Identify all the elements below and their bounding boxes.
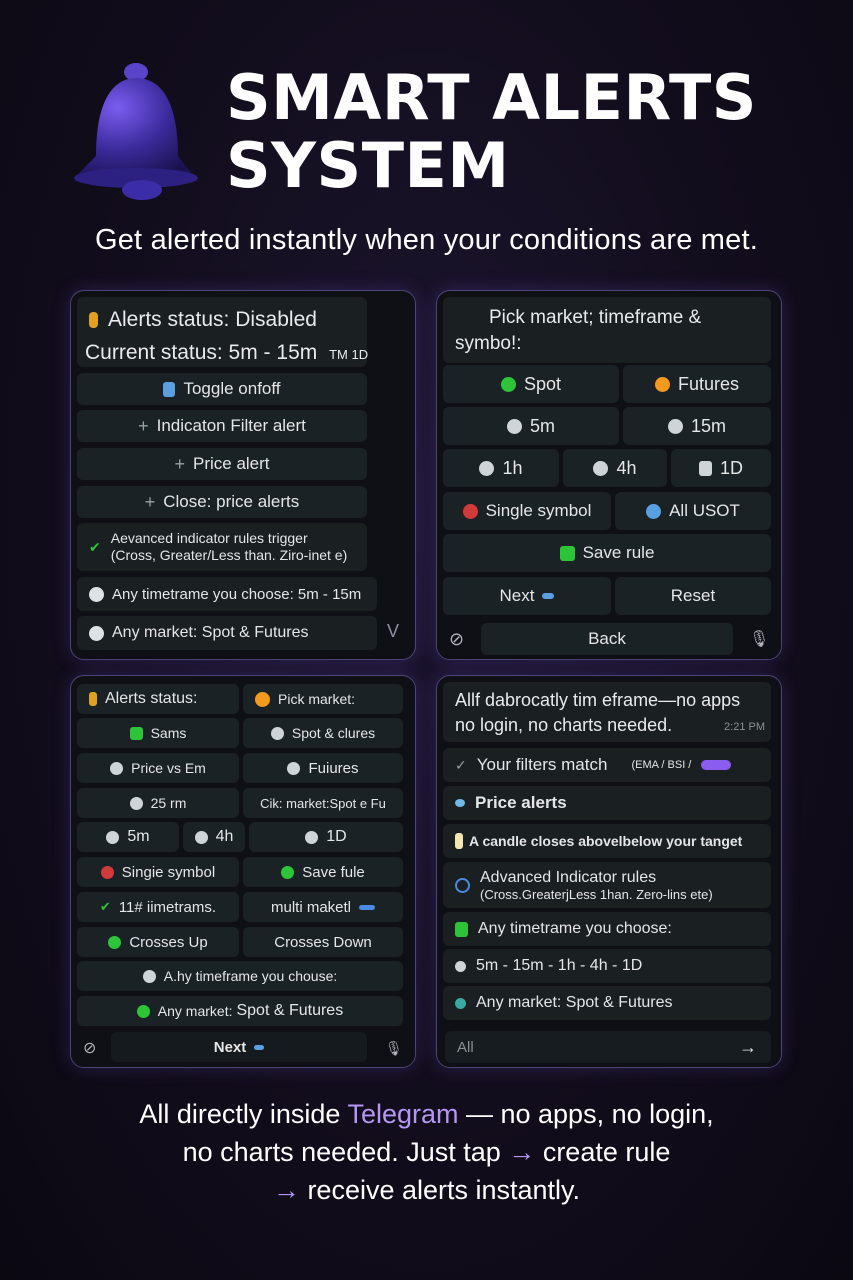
page-subtitle: Get alerted instantly when your conditions are met. bbox=[94, 224, 759, 256]
page-title: SMART ALERTS SYSTEM bbox=[226, 61, 757, 202]
clock-icon bbox=[271, 727, 284, 740]
single-symbol-cell[interactable]: Singie symbol bbox=[77, 857, 239, 887]
pick-market-cell[interactable]: Pick market: bbox=[243, 684, 403, 714]
toggle-button[interactable]: Toggle onfoff bbox=[77, 373, 367, 405]
checkmark-icon: ✔ bbox=[89, 538, 101, 555]
message-time: 2:21 PM bbox=[724, 721, 765, 733]
plus-icon: + bbox=[138, 415, 149, 436]
clock-icon bbox=[507, 419, 522, 434]
close-price-alerts-button[interactable]: + Close: price alerts bbox=[77, 486, 367, 518]
message-input[interactable]: All bbox=[445, 1031, 771, 1063]
green-circle-icon bbox=[501, 377, 516, 392]
green-circle-icon bbox=[137, 1005, 150, 1018]
advanced-rules-message: Advanced Indicator rules (Cross.GreaterjLess 1han. Zero-lins ete) bbox=[443, 862, 771, 908]
timeframe-message: Any timetrame you choose: bbox=[443, 912, 771, 946]
pick-market-prompt: Pick market; timeframe & symbo!: bbox=[443, 297, 771, 363]
market-message: Any market: Spot & Futures bbox=[77, 616, 377, 650]
price-alert-button[interactable]: + Price alert bbox=[77, 448, 367, 480]
timeframe-5m-button[interactable]: 5m bbox=[443, 407, 619, 445]
globe-icon bbox=[646, 504, 661, 519]
clock-icon bbox=[287, 762, 300, 775]
checkmark-icon: ✔ bbox=[99, 899, 111, 914]
advanced-rules-message: ✔ Aevanced indicator rules trigger (Cross, Greater/Less than. Ziro-inet e) bbox=[77, 523, 367, 571]
plus-icon: + bbox=[174, 453, 185, 474]
microphone-icon[interactable]: 🎙 bbox=[749, 631, 770, 648]
bell-icon bbox=[66, 56, 206, 206]
filters-match-message: ✓ Your filters match (EMA / BSI / bbox=[443, 748, 771, 782]
arrow-icon: → bbox=[508, 1137, 536, 1167]
timeframes-cell[interactable]: ✔ 11# iimetrams. bbox=[77, 892, 239, 922]
save-rule-cell[interactable]: Save fule bbox=[243, 857, 403, 887]
clock-icon bbox=[143, 970, 156, 983]
clock-icon bbox=[110, 762, 123, 775]
timeframes-list-message: 5m - 15m - 1h - 4h - 1D bbox=[443, 949, 771, 983]
status-title: Alerts status: Disabled bbox=[108, 308, 317, 331]
bulb-icon bbox=[89, 692, 97, 706]
rules-grid-panel bbox=[70, 675, 416, 1068]
chat-input-bar bbox=[437, 619, 781, 659]
chevron-down-icon[interactable]: V bbox=[387, 621, 400, 641]
sams-cell[interactable]: Sams bbox=[77, 718, 239, 748]
indicator-filter-button[interactable]: + Indicaton Filter alert bbox=[77, 410, 367, 442]
save-icon bbox=[560, 546, 575, 561]
clock-icon bbox=[479, 461, 494, 476]
save-rule-button[interactable]: Save rule bbox=[443, 534, 771, 572]
phone-icon bbox=[163, 382, 175, 397]
timeframe-1h-button[interactable]: 1h bbox=[443, 449, 559, 487]
chat-input-bar bbox=[71, 1029, 415, 1067]
clock-icon bbox=[130, 797, 143, 810]
timeframe-1d-cell[interactable]: 1D bbox=[249, 822, 403, 852]
clock-icon bbox=[455, 961, 466, 972]
plus-icon: + bbox=[144, 491, 156, 512]
green-square-icon bbox=[130, 727, 143, 740]
purple-pill-icon bbox=[701, 760, 731, 770]
futures-button[interactable]: Futures bbox=[623, 365, 771, 403]
next-button[interactable]: Next bbox=[443, 577, 611, 615]
target-icon bbox=[463, 504, 478, 519]
target-icon bbox=[101, 866, 114, 879]
calendar-icon bbox=[699, 461, 712, 476]
blue-dot-icon bbox=[455, 799, 465, 807]
click-market-cell[interactable]: Cik: market:Spot e Fu bbox=[243, 788, 403, 818]
timeframe-5m-cell[interactable]: 5m bbox=[77, 822, 179, 852]
spot-button[interactable]: Spot bbox=[443, 365, 619, 403]
globe-icon bbox=[455, 998, 466, 1009]
bulb-icon bbox=[89, 312, 98, 328]
timeframe-15m-button[interactable]: 15m bbox=[623, 407, 771, 445]
checkmark-icon: ✓ bbox=[455, 756, 467, 773]
green-circle-icon bbox=[108, 936, 121, 949]
any-market-cell[interactable]: Any market: Spot & Futures bbox=[77, 996, 403, 1026]
clock-icon bbox=[89, 626, 104, 641]
spot-futures-cell[interactable]: Spot & clures bbox=[243, 718, 403, 748]
pick-market-panel bbox=[436, 290, 782, 660]
next-button[interactable]: Next bbox=[111, 1032, 367, 1062]
blue-bar-icon bbox=[359, 905, 375, 910]
attach-icon[interactable]: ⊘ bbox=[83, 1040, 97, 1057]
telegram-link: Telegram bbox=[347, 1099, 459, 1129]
timeframe-4h-button[interactable]: 4h bbox=[563, 449, 667, 487]
chat-input-bar bbox=[437, 1027, 781, 1067]
market-message: Any market: Spot & Futures bbox=[443, 986, 771, 1020]
current-status-tail: TM 1D bbox=[329, 347, 369, 362]
arrow-right-icon bbox=[254, 1045, 264, 1050]
candle-message: A candle closes abovelbelow your tanget bbox=[443, 824, 771, 858]
list-icon bbox=[455, 922, 468, 937]
intro-message: Allf dabrocatly tim eframe—no apps no login, no charts needed. 2:21 PM bbox=[443, 682, 771, 742]
green-circle-icon bbox=[281, 866, 294, 879]
clock-icon bbox=[593, 461, 608, 476]
ring-icon bbox=[455, 878, 470, 893]
timeframe-1d-button[interactable]: 1D bbox=[671, 449, 771, 487]
futures-cell[interactable]: Fuiures bbox=[243, 753, 403, 783]
crosses-up-cell[interactable]: Crosses Up bbox=[77, 927, 239, 957]
status-message bbox=[77, 297, 367, 367]
clock-icon bbox=[305, 831, 318, 844]
timeframe-message: Any timetrame you choose: 5m - 15m bbox=[77, 577, 377, 611]
clock-icon bbox=[89, 587, 104, 602]
reset-button[interactable]: Reset bbox=[615, 577, 771, 615]
clock-icon bbox=[668, 419, 683, 434]
footer-text: All directly inside Telegram — no apps, no login, no charts needed. Just tap → create rule → receive alerts instantly. bbox=[139, 1099, 714, 1205]
alerts-status-cell[interactable]: Alerts status: bbox=[77, 684, 239, 714]
multi-market-cell[interactable]: multi maketl bbox=[243, 892, 403, 922]
alert-notification-panel bbox=[436, 675, 782, 1068]
orange-circle-icon bbox=[655, 377, 670, 392]
candle-icon bbox=[455, 833, 463, 849]
send-arrow-icon[interactable]: → bbox=[739, 1036, 757, 1057]
clock-icon bbox=[106, 831, 119, 844]
attach-icon[interactable]: ⊘ bbox=[449, 628, 465, 649]
single-symbol-button[interactable]: Single symbol bbox=[443, 492, 611, 530]
back-button[interactable]: Back bbox=[481, 623, 733, 655]
orange-circle-icon bbox=[255, 692, 270, 707]
price-alerts-message: Price alerts bbox=[443, 786, 771, 820]
arrow-icon: → bbox=[272, 1175, 300, 1205]
timeframe-25m-cell[interactable]: 25 rm bbox=[77, 788, 239, 818]
price-vs-em-cell[interactable]: Price vs Em bbox=[77, 753, 239, 783]
arrow-right-icon bbox=[542, 593, 554, 599]
all-usdt-button[interactable]: All USOT bbox=[615, 492, 771, 530]
clock-icon bbox=[195, 831, 208, 844]
timeframe-4h-cell[interactable]: 4h bbox=[183, 822, 245, 852]
crosses-down-cell[interactable]: Crosses Down bbox=[243, 927, 403, 957]
microphone-icon[interactable]: 🎙 bbox=[385, 1039, 403, 1056]
any-timeframe-cell[interactable]: A.hy timeframe you chouse: bbox=[77, 961, 403, 991]
alerts-status-panel bbox=[70, 290, 416, 660]
current-status: Current status: 5m - 15m bbox=[85, 341, 318, 364]
